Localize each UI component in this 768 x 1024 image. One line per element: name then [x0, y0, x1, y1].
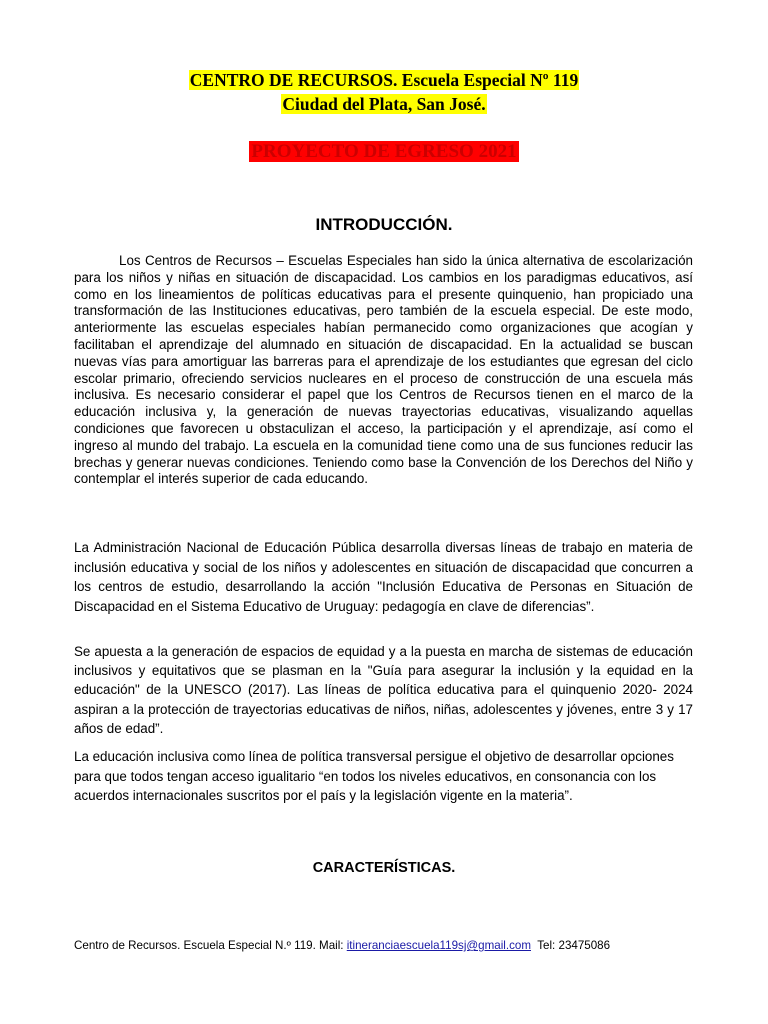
- footer-prefix: Centro de Recursos. Escuela Especial N.º 119. Mail:: [74, 939, 347, 952]
- footer-phone: Tel: 23475086: [531, 939, 611, 952]
- intro-heading: INTRODUCCIÓN.: [315, 215, 453, 234]
- footer-email-link[interactable]: itineranciaescuela119sj@gmail.com: [346, 939, 531, 952]
- project-title: PROYECTO DE EGRESO 2021: [251, 141, 517, 162]
- paragraph-1: [74, 253, 693, 488]
- page-footer: [74, 938, 714, 954]
- header-line-1: CENTRO DE RECURSOS. Escuela Especial Nº 119: [189, 70, 579, 90]
- paragraph-3: Se apuesta a la generación de espacios de equidad y a la puesta en marcha de sistemas de educación inclusivos y equitativos que se plasman en la "Guía para asegurar la inclusión y la equidad en la educación" de la UNESCO (2017). Las líneas de política educativa para el quinquenio 2020- 2024 aspiran a la protección de trayectorias educativas de niños, niñas, adolescentes y jóvenes, entre 3 y 17 años de edad”.: [74, 644, 693, 736]
- header-line-2: Ciudad del Plata, San José.: [282, 94, 486, 114]
- project-title-block: [0, 140, 768, 164]
- paragraph-2: La Administración Nacional de Educación Pública desarrolla diversas líneas de trabajo en materia de inclusión educativa y social de los niños y adolescentes en situación de discapacidad que concurren a los centros de estudio, desarrollando la acción "Inclusión Educativa de Personas en Situación de Discapacidad en el Sistema Educativo de Uruguay: pedagogía en clave de diferencias”.: [74, 540, 693, 614]
- paragraph-4: La educación inclusiva como línea de política transversal persigue el objetivo de desarrollar opciones para que todos tengan acceso igualitario “en todos los niveles educativos, en consonancia con los acuerdos internacionales suscritos por el país y la legislación vigente en la materia”.: [74, 749, 674, 804]
- document-header: [0, 68, 768, 116]
- characteristics-heading: CARACTERÍSTICAS.: [312, 860, 456, 876]
- paragraph-1-text: Los Centros de Recursos – Escuelas Especiales han sido la única alternativa de escolarización para los niños y niñas en situación de discapacidad. Los cambios en los paradigmas educativos, así como en los lineamientos de políticas educativas para el presente quinquenio, han propiciado una transformación de las Instituciones educativas, pero también de la escuela especial. De este modo, anteriormente las escuelas especiales habían permanecido como organizaciones que acogían y facilitaban el aprendizaje del alumnado en situación de discapacidad. En la actualidad se buscan nuevas vías para amortiguar las barreras para el aprendizaje de los estudiantes que egresan del ciclo escolar primario, ofreciendo servicios nucleares en el proceso de construcción de una escuela más inclusiva. Es necesario considerar el papel que los Centros de Recursos tienen en el marco de la educación inclusiva y, la generación de nuevas trayectorias educativas, visualizando aquellas condiciones que favorecen u obstaculizan el acceso, la participación y el aprendizaje, así como el ingreso al mundo del trabajo. La escuela en la comunidad tiene como una de sus funciones reducir las brechas y generar nuevas condiciones. Teniendo como base la Convención de los Derechos del Niño y contemplar el interés superior de cada educando.: [74, 253, 693, 487]
